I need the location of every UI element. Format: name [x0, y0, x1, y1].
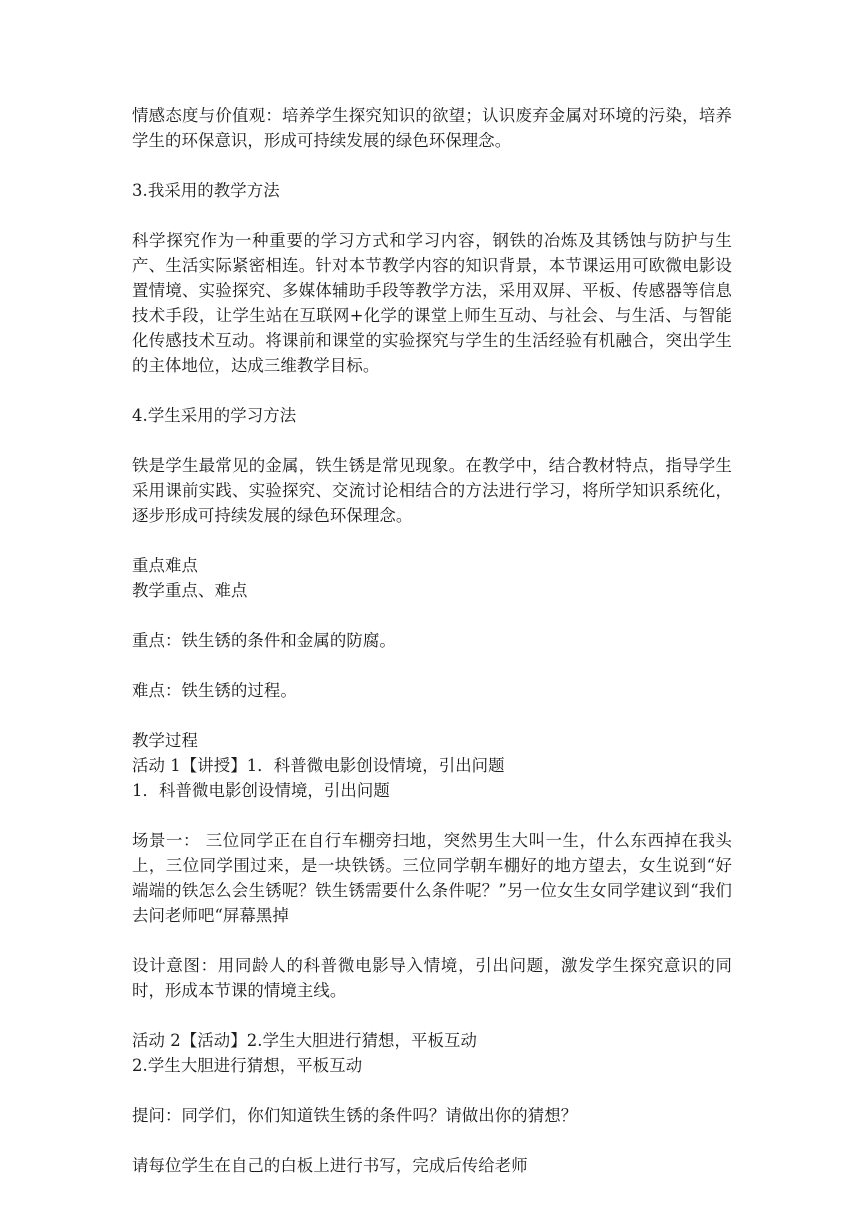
instruction-paragraph: 请每位学生在自己的白板上进行书写，完成后传给老师 — [132, 1156, 528, 1175]
question-paragraph: 提问：同学们，你们知道铁生锈的条件吗？请做出你的猜想？ — [132, 1106, 578, 1125]
paragraph-teaching-methods: 科学探究作为一种重要的学习方式和学习内容，钢铁的冶炼及其锈蚀与防护与生产、生活实际紧密相连。针对本节教学内容的知识背景，本节课运用可欧微电影设置情境、实验探究、多媒体辅助手段等教学方法，采用双屏、平板、传感器等信息技术手段，让学生站在互联网+化学的课堂上师生互动、与社会、与生活、与智能化传感技术互动。将课前和课堂的实验探究与学生的生活经验有机融合，突出学生的主体地位，达成三维教学目标。 — [132, 231, 732, 375]
scene-1-paragraph: 场景一： 三位同学正在自行车棚旁扫地，突然男生大叫一生，什么东西掉在我头上，三位同学围过来，是一块铁锈。三位同学朝车棚好的地方望去，女生说到“好端端的铁怎么会生锈呢？铁生锈需要什么条件呢？”另一位女生女同学建议到“我们去问老师吧“屏幕黑掉 — [132, 831, 732, 925]
heading-key-difficult: 重点难点 — [132, 556, 198, 575]
heading-teaching-process: 教学过程 — [132, 731, 198, 750]
activity-2-subtitle: 2.学生大胆进行猜想，平板互动 — [132, 1056, 363, 1075]
design-intent-paragraph: 设计意图：用同龄人的科普微电影导入情境，引出问题，激发学生探究意识的同时，形成本节课的情境主线。 — [132, 956, 732, 1000]
document-page — [132, 103, 732, 1178]
difficult-point: 难点：铁生锈的过程。 — [132, 681, 297, 700]
activity-1-title: 活动 1【讲授】1．科普微电影创设情境，引出问题 — [132, 756, 505, 775]
paragraph-learning-methods: 铁是学生最常见的金属，铁生锈是常见现象。在教学中，结合教材特点，指导学生采用课前实践、实验探究、交流讨论相结合的方法进行学习，将所学知识系统化，逐步形成可持续发展的绿色环保理念。 — [132, 456, 732, 525]
heading-learning-methods: 4.学生采用的学习方法 — [132, 406, 297, 425]
heading-teaching-methods: 3.我采用的教学方法 — [132, 181, 280, 200]
key-point: 重点：铁生锈的条件和金属的防腐。 — [132, 631, 396, 650]
subheading-key-difficult: 教学重点、难点 — [132, 581, 248, 600]
activity-1-subtitle: 1．科普微电影创设情境，引出问题 — [132, 781, 390, 800]
paragraph-attitude-values: 情感态度与价值观：培养学生探究知识的欲望；认识废弃金属对环境的污染，培养学生的环保意识，形成可持续发展的绿色环保理念。 — [132, 106, 732, 150]
activity-2-title: 活动 2【活动】2.学生大胆进行猜想，平板互动 — [132, 1031, 477, 1050]
